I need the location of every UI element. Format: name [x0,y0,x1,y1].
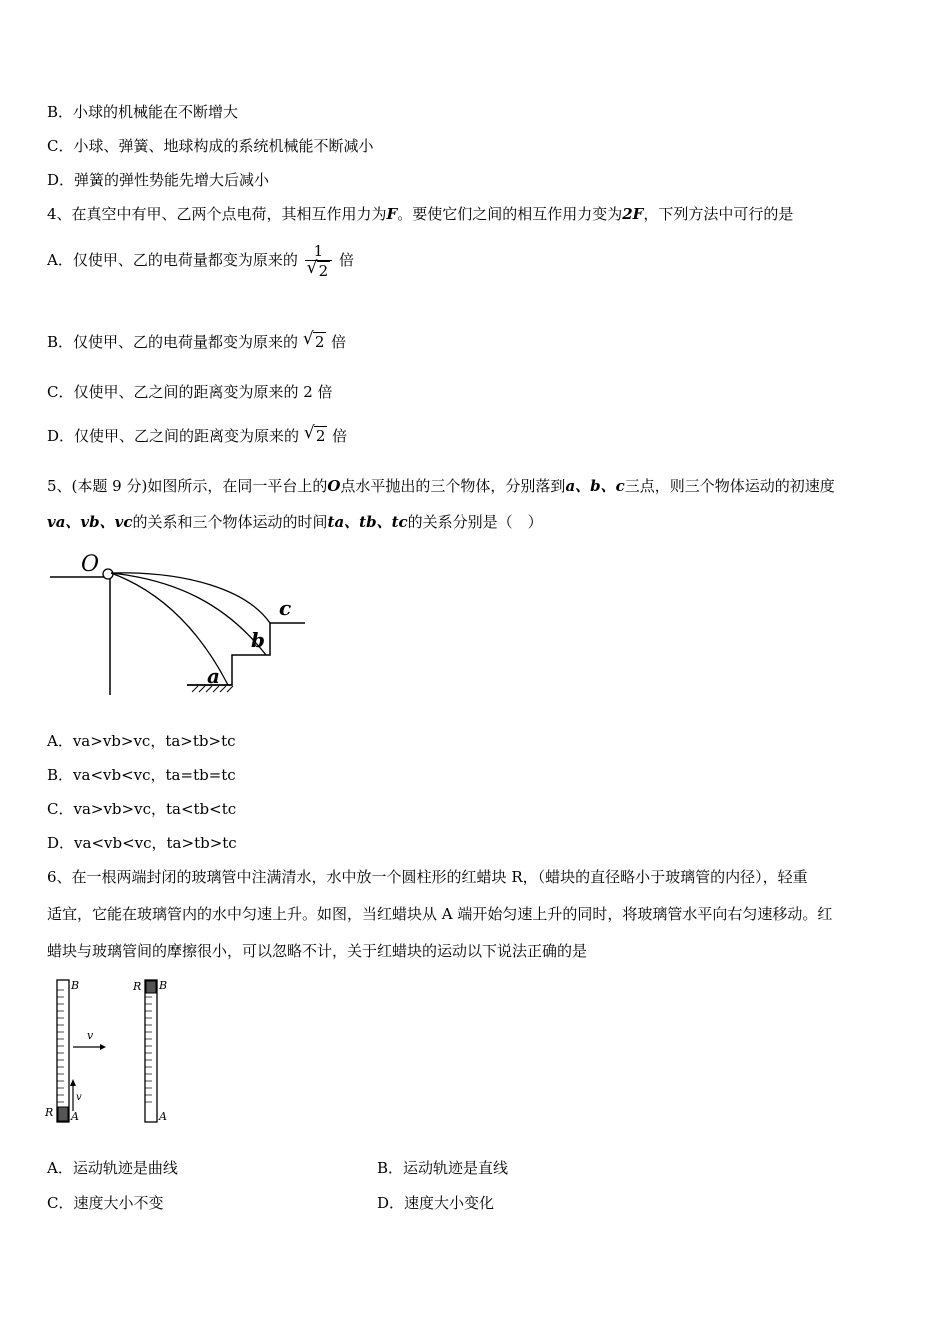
q6-stem-line3: 蜡块与玻璃管间的摩擦很小，可以忽略不计，关于红蜡块的运动以下说法正确的是 [47,942,588,960]
q6-option-d: D．速度大小变化 [377,1194,495,1212]
glass-tube-diagram [40,975,190,1130]
q3-option-b: B．小球的机械能在不断增大 [47,103,239,121]
q5-option-d: D．va<vb<vc，ta>tb>tc [47,834,237,852]
label-R: R [45,1106,54,1119]
q6-option-b: B．运动轨迹是直线 [377,1159,509,1177]
q4-option-b: B．仅使甲、乙的电荷量都变为原来的 √ 2 倍 [47,329,347,351]
q4-option-a: A．仅使甲、乙的电荷量都变为原来的 1 √ 2 倍 [47,241,354,280]
q5-option-a: A．va>vb>vc，ta>tb>tc [47,732,236,750]
label-v-right: v [87,1029,94,1042]
q5-stem-line1: 5、(本题 9 分)如图所示，在同一平台上的O点水平抛出的三个物体，分别落到a、b、c三点，则三个物体运动的初速度 [47,477,835,495]
label-O: O [81,552,100,577]
q6-option-a: A．运动轨迹是曲线 [47,1159,178,1177]
label-A: A [71,1110,79,1123]
label-B: B [159,979,168,992]
q3-option-d: D．弹簧的弹性势能先增大后减小 [47,171,270,189]
q4-option-d: D．仅使甲、乙之间的距离变为原来的 √ 2 倍 [47,423,348,445]
q5-option-c: C．va>vb>vc，ta<tb<tc [47,800,237,818]
q5-stem-line2: va、vb、vc的关系和三个物体运动的时间ta、tb、tc的关系分别是（ ） [47,513,543,531]
q3-option-c: C．小球、弹簧、地球构成的系统机械能不断减小 [47,137,374,155]
sqrt-two: √ 2 [302,329,325,351]
sqrt-two: √ 2 [303,423,326,445]
label-B: B [71,979,80,992]
label-R: R [133,980,142,993]
projectile-diagram [47,545,312,705]
q5-option-b: B．va<vb<vc，ta=tb=tc [47,766,236,784]
label-a: a [207,664,220,688]
label-c: c [279,596,292,620]
fraction-one-over-root-two: 1 √ 2 [305,242,333,281]
q6-stem-line2: 适宜，它能在玻璃管内的水中匀速上升。如图，当红蜡块从 A 端开始匀速上升的同时，将玻璃管水平向右匀速移动。红 [47,905,833,923]
q6-stem-line1: 6、在一根两端封闭的玻璃管中注满清水，水中放一个圆柱形的红蜡块 R，（蜡块的直径略小于玻璃管的内径），轻重 [47,868,808,886]
q6-option-c: C．速度大小不变 [47,1194,164,1212]
label-A: A [159,1110,167,1123]
q4-stem: 4、在真空中有甲、乙两个点电荷，其相互作用力为F。要使它们之间的相互作用力变为2F，下列方法中可行的是 [47,205,794,223]
q4-option-c: C．仅使甲、乙之间的距离变为原来的 2 倍 [47,383,333,401]
label-b: b [251,628,265,652]
label-v-up: v [76,1092,82,1103]
